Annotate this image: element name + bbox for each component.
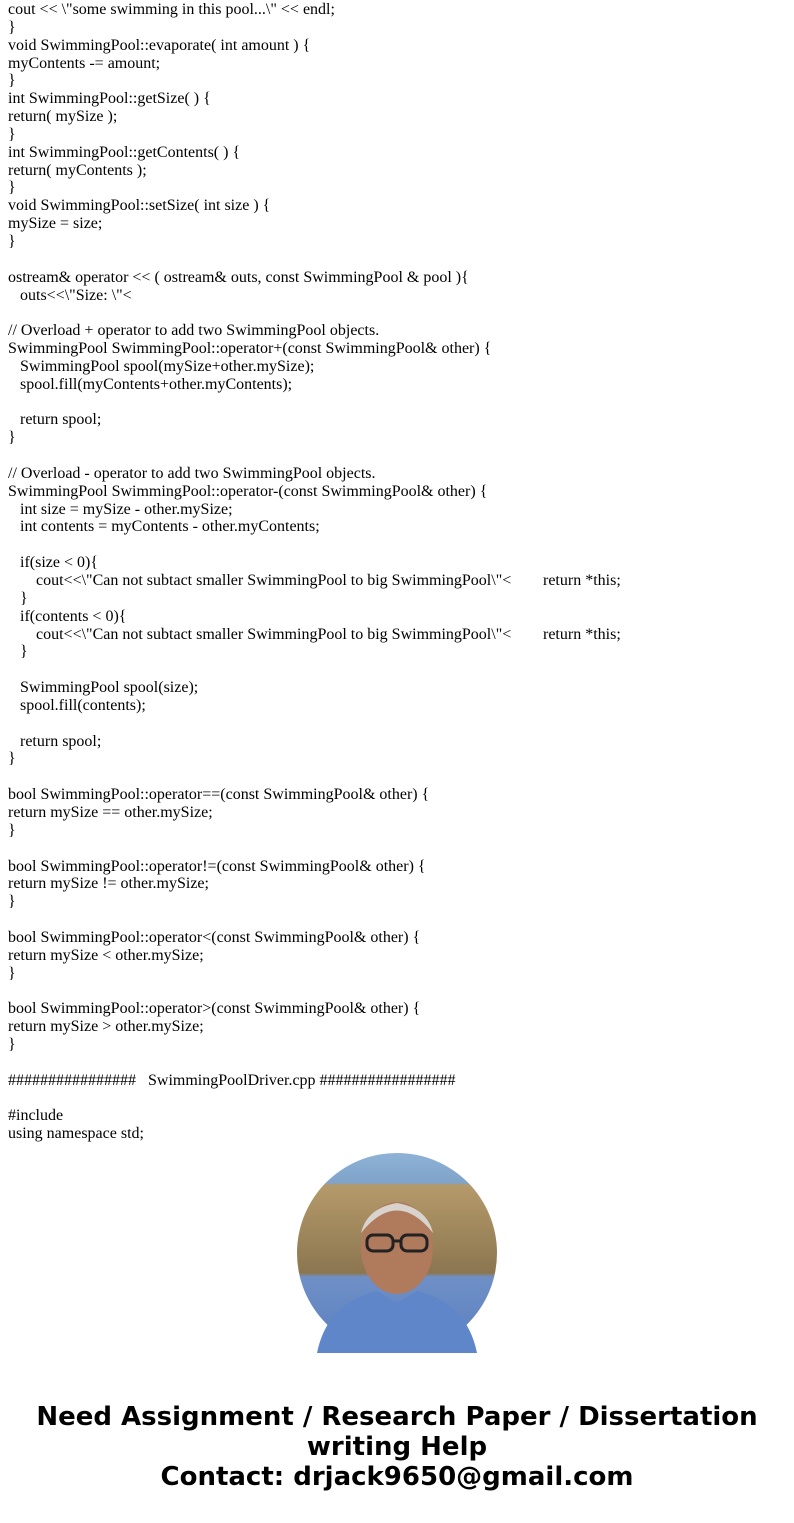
code-text: return mySize > other.mySize; — [8, 1018, 204, 1036]
code-line — [8, 858, 788, 876]
code-line — [8, 287, 788, 305]
code-text: cout<<\"Can not subtact smaller SwimmingPool to big SwimmingPool\"< — [8, 625, 512, 643]
code-line — [8, 1054, 788, 1072]
code-line — [8, 840, 788, 858]
code-text: bool SwimmingPool::operator==(const SwimmingPool& other) { — [8, 786, 430, 804]
code-text: return mySize < other.mySize; — [8, 946, 204, 964]
code-text: return mySize == other.mySize; — [8, 803, 213, 821]
code-text: #include — [8, 1107, 64, 1125]
code-line — [8, 733, 788, 751]
code-text: } — [8, 750, 16, 768]
banner-line: writing Help — [306, 1432, 488, 1462]
code-text: mySize = size; — [8, 215, 103, 233]
code-line — [8, 376, 788, 394]
code-text: cout << \"some swimming in this pool...\" << endl; — [8, 1, 335, 18]
code-text: // Overload + operator to add two SwimmingPool objects. — [8, 322, 380, 340]
code-line — [8, 572, 788, 590]
code-text: } — [8, 125, 16, 143]
code-line — [8, 608, 788, 626]
code-text: bool SwimmingPool::operator>(const SwimmingPool& other) { — [8, 1000, 421, 1018]
code-text: int contents = myContents - other.myContents; — [8, 518, 320, 536]
code-line — [8, 750, 788, 768]
code-text: myContents -= amount; — [8, 54, 161, 72]
code-text: SwimmingPool SwimmingPool::operator-(const SwimmingPool& other) { — [8, 482, 488, 500]
code-text: } — [8, 72, 16, 90]
code-text: } — [8, 821, 16, 839]
code-text: int SwimmingPool::getSize( ) { — [8, 90, 211, 108]
code-line — [8, 1107, 788, 1125]
code-line — [8, 394, 788, 412]
code-text: if(contents < 0){ — [8, 607, 127, 625]
code-text: if(size < 0){ — [8, 554, 99, 572]
banner-line: Need Assignment / Research Paper / Dissertation — [36, 1402, 758, 1432]
author-avatar — [297, 1153, 497, 1353]
code-line — [8, 536, 788, 554]
code-line — [8, 679, 788, 697]
code-text: SwimmingPool spool(mySize+other.mySize); — [8, 357, 315, 375]
code-line — [8, 1, 788, 19]
code-line — [8, 804, 788, 822]
code-line — [8, 768, 788, 786]
code-line — [8, 233, 788, 251]
code-line — [8, 358, 788, 376]
code-text: // Overload - operator to add two SwimmingPool objects. — [8, 464, 376, 482]
code-tail: return *this; — [543, 572, 621, 589]
code-text: spool.fill(myContents+other.myContents); — [8, 375, 293, 393]
code-text: return( mySize ); — [8, 108, 118, 126]
code-line — [8, 697, 788, 715]
code-line — [8, 465, 788, 483]
code-text: int SwimmingPool::getContents( ) { — [8, 143, 241, 161]
code-text: int size = mySize - other.mySize; — [8, 500, 233, 518]
code-line — [8, 1089, 788, 1107]
code-text: bool SwimmingPool::operator!=(const SwimmingPool& other) { — [8, 857, 426, 875]
code-line — [8, 554, 788, 572]
code-line — [8, 55, 788, 73]
code-text: return mySize != other.mySize; — [8, 875, 209, 893]
code-line — [8, 947, 788, 965]
code-text: } — [8, 179, 16, 197]
code-line — [8, 911, 788, 929]
contact-email: Contact: drjack9650@gmail.com — [160, 1462, 634, 1492]
code-line — [8, 322, 788, 340]
code-text: bool SwimmingPool::operator<(const SwimmingPool& other) { — [8, 928, 421, 946]
code-text: } — [8, 1035, 16, 1053]
code-line — [8, 1036, 788, 1054]
code-text: } — [8, 232, 16, 250]
code-line — [8, 982, 788, 1000]
code-line — [8, 37, 788, 55]
code-line — [8, 162, 788, 180]
code-line — [8, 1072, 788, 1090]
code-line — [8, 643, 788, 661]
code-line — [8, 429, 788, 447]
code-line — [8, 518, 788, 536]
code-line — [8, 72, 788, 90]
code-line — [8, 1018, 788, 1036]
code-line — [8, 483, 788, 501]
code-line — [8, 340, 788, 358]
code-line — [8, 1125, 788, 1143]
code-text: return spool; — [8, 411, 102, 429]
code-text: ostream& operator << ( ostream& outs, const SwimmingPool & pool ){ — [8, 268, 469, 286]
code-text: spool.fill(contents); — [8, 696, 146, 714]
code-listing — [8, 1, 788, 1143]
code-text: return spool; — [8, 732, 102, 750]
code-line — [8, 144, 788, 162]
code-line — [8, 1000, 788, 1018]
code-text: cout<<\"Can not subtact smaller SwimmingPool to big SwimmingPool\"< — [8, 572, 512, 589]
code-text: } — [8, 429, 16, 447]
contact-banner — [0, 1402, 794, 1492]
code-line — [8, 447, 788, 465]
code-line — [8, 126, 788, 144]
code-line — [8, 822, 788, 840]
code-line — [8, 108, 788, 126]
code-line — [8, 19, 788, 37]
person-photo-icon — [297, 1153, 497, 1353]
code-line — [8, 661, 788, 679]
code-line — [8, 965, 788, 983]
code-line — [8, 875, 788, 893]
code-text: void SwimmingPool::setSize( int size ) { — [8, 197, 271, 215]
code-line — [8, 90, 788, 108]
code-line — [8, 626, 788, 644]
code-line — [8, 893, 788, 911]
code-line — [8, 411, 788, 429]
code-text: } — [8, 18, 16, 36]
code-text: using namespace std; — [8, 1125, 144, 1143]
code-text: } — [8, 589, 28, 607]
code-text: ################ SwimmingPoolDriver.cpp ################# — [8, 1071, 456, 1089]
code-line — [8, 715, 788, 733]
code-line — [8, 197, 788, 215]
code-line — [8, 179, 788, 197]
code-text: } — [8, 643, 28, 661]
code-line — [8, 786, 788, 804]
code-text: outs<<\"Size: \"< — [8, 286, 132, 304]
code-line — [8, 215, 788, 233]
code-line — [8, 251, 788, 269]
code-text: SwimmingPool SwimmingPool::operator+(const SwimmingPool& other) { — [8, 340, 492, 358]
code-tail: return *this; — [543, 625, 621, 643]
code-text: void SwimmingPool::evaporate( int amount ) { — [8, 36, 311, 54]
code-line — [8, 304, 788, 322]
code-text: } — [8, 964, 16, 982]
code-line — [8, 929, 788, 947]
code-text: } — [8, 893, 16, 911]
code-line — [8, 269, 788, 287]
code-line — [8, 501, 788, 519]
code-line — [8, 590, 788, 608]
code-text: SwimmingPool spool(size); — [8, 679, 199, 697]
code-text: return( myContents ); — [8, 161, 147, 179]
